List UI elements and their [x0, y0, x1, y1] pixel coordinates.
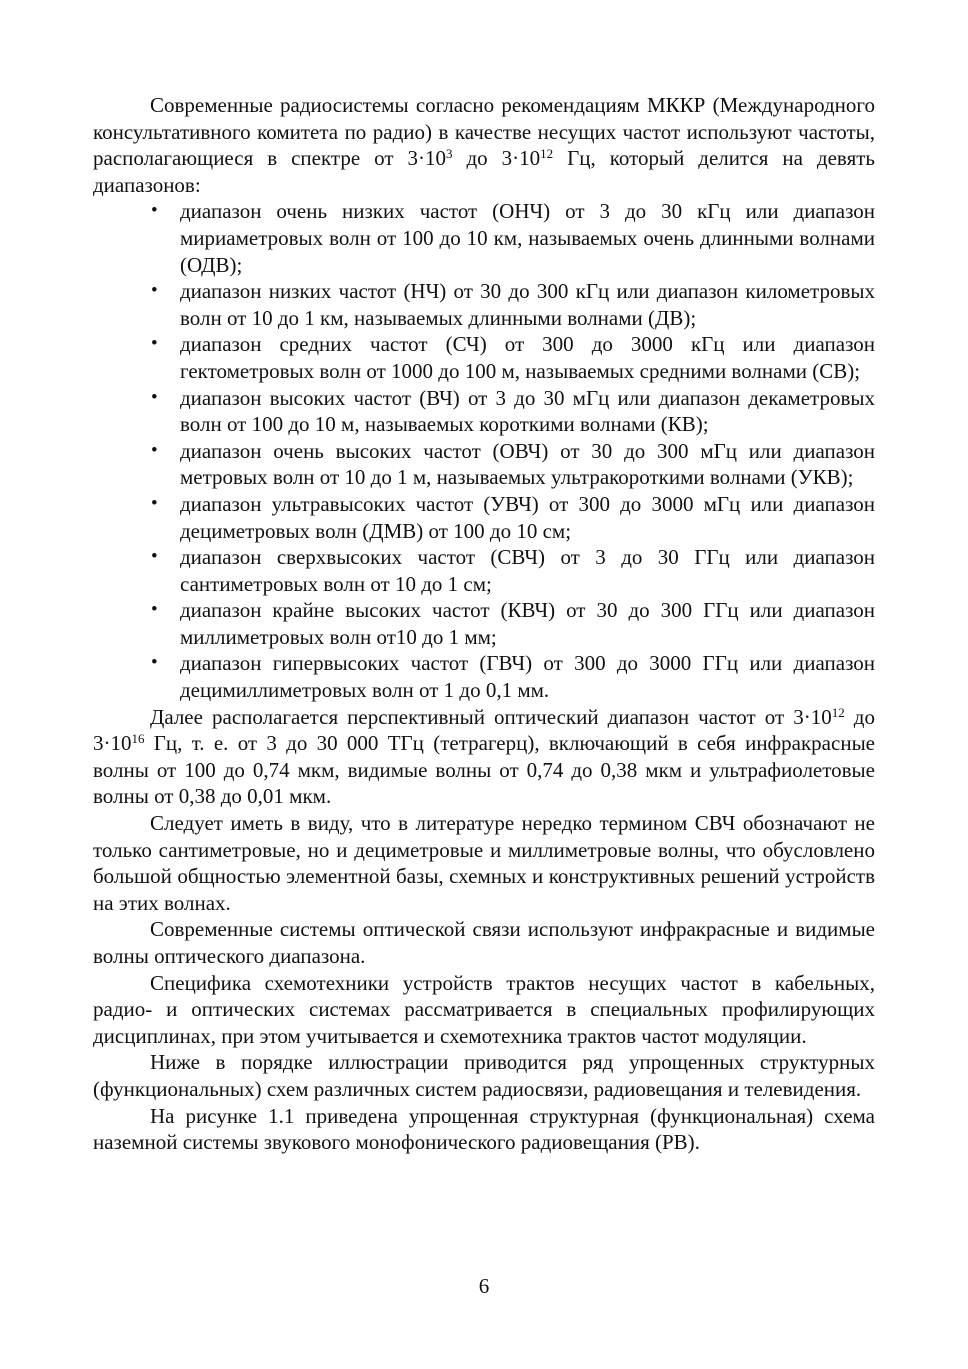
- list-item: [151, 438, 875, 491]
- exponent: 16: [131, 731, 145, 747]
- list-item: [151, 278, 875, 331]
- intro-paragraph: [93, 92, 875, 198]
- intro-text: до 3·10: [452, 146, 541, 171]
- band-text: диапазон крайне высоких частот (КВЧ) от 30 до 300 ГГц или диапазон миллиметровых волн от10 до 1 мм;: [180, 598, 875, 649]
- page-body: [93, 92, 875, 1156]
- optical-text: Далее располагается перспективный оптический диапазон частот от 3·10: [150, 704, 832, 729]
- bullet-icon: •: [151, 386, 158, 408]
- frequency-band-list: [93, 198, 875, 703]
- list-item: [151, 198, 875, 278]
- paragraph: Следует иметь в виду, что в литературе нередко термином СВЧ обозначают не только сантиметровые, но и дециметровые и миллиметровые волны, что обусловлено большой общностью элементной базы, схемных и конструктивных решений устройств на этих волнах.: [93, 811, 875, 915]
- list-item: [151, 331, 875, 384]
- bullet-icon: •: [151, 599, 158, 621]
- band-text: диапазон очень высоких частот (ОВЧ) от 30 до 300 мГц или диапазон метровых волн от 10 до 1 м, называемых ультракороткими волнами (УКВ);: [180, 438, 875, 490]
- band-text: диапазон ультравысоких частот (УВЧ) от 300 до 3000 мГц или диапазон дециметровых волн (ДМВ) от 100 до 10 см;: [180, 491, 875, 543]
- intro-text: Гц, который делится на девять диапазонов:: [93, 146, 875, 197]
- exponent: 12: [540, 146, 554, 162]
- optical-text: Гц, т. е. от 3 до 30 000 ТГц (тетрагерц), включающий в себя инфракрасные волны от 100 до 0,74 мкм, видимые волны от 0,74 до 0,38 мкм и ультрафиолетовые волны от 0,38 до 0,01 мкм.: [93, 731, 875, 809]
- band-text: диапазон средних частот (СЧ) от 300 до 3000 кГц или диапазон гектометровых волн от 1000 до 100 м, называемых средними волнами (СВ);: [180, 332, 875, 383]
- paragraph: Специфика схемотехники устройств трактов несущих частот в кабельных, радио- и оптических системах рассматривается в специальных профилирующих дисциплинах, при этом учитывается и схемотехника трактов частот модуляции.: [93, 970, 875, 1048]
- band-text: диапазон низких частот (НЧ) от 30 до 300 кГц или диапазон километровых волн от 10 до 1 км, называемых длинными волнами (ДВ);: [180, 279, 875, 330]
- page-number: 6: [478, 1274, 490, 1298]
- paragraph: Ниже в порядке иллюстрации приводится ряд упрощенных структурных (функциональных) схем различных систем радиосвязи, радиовещания и телевидения.: [93, 1050, 875, 1101]
- bullet-icon: •: [151, 333, 158, 355]
- bullet-icon: •: [151, 492, 158, 514]
- list-item: [151, 385, 875, 438]
- band-text: диапазон сверхвысоких частот (СВЧ) от 3 до 30 ГГц или диапазон сантиметровых волн от 10 до 1 см;: [180, 545, 875, 596]
- list-item: [151, 491, 875, 544]
- optical-range-paragraph: [93, 704, 875, 810]
- intro-text: Современные радиосистемы согласно рекомендациям МККР (Международного консультативного комитета по радио) в качестве несущих частот используют частоты, располагающиеся в спектре от 3·10: [93, 93, 875, 171]
- band-text: диапазон очень низких частот (ОНЧ) от 3 до 30 кГц или диапазон мириаметровых волн от 100 до 10 км, называемых очень длинными волнами (ОДВ);: [180, 199, 875, 277]
- bullet-icon: •: [151, 439, 158, 461]
- bullet-icon: •: [151, 546, 158, 568]
- list-item: [151, 597, 875, 650]
- bullet-icon: •: [151, 200, 158, 222]
- exponent: 3: [446, 146, 453, 162]
- bullet-icon: •: [151, 652, 158, 674]
- paragraph: На рисунке 1.1 приведена упрощенная структурная (функциональная) схема наземной системы звукового монофонического радиовещания (РВ).: [93, 1103, 875, 1155]
- band-text: диапазон гипервысоких частот (ГВЧ) от 300 до 3000 ГГц или диапазон децимиллиметровых волн от 1 до 0,1 мм.: [180, 651, 875, 703]
- paragraph: Современные системы оптической связи используют инфракрасные и видимые волны оптического диапазона.: [93, 917, 875, 968]
- band-text: диапазон высоких частот (ВЧ) от 3 до 30 мГц или диапазон декаметровых волн от 100 до 10 м, называемых короткими волнами (КВ);: [180, 385, 875, 437]
- exponent: 12: [831, 704, 845, 720]
- list-item: [151, 650, 875, 703]
- list-item: [151, 544, 875, 597]
- optical-text: до 3·10: [93, 704, 875, 756]
- bullet-icon: •: [151, 280, 158, 302]
